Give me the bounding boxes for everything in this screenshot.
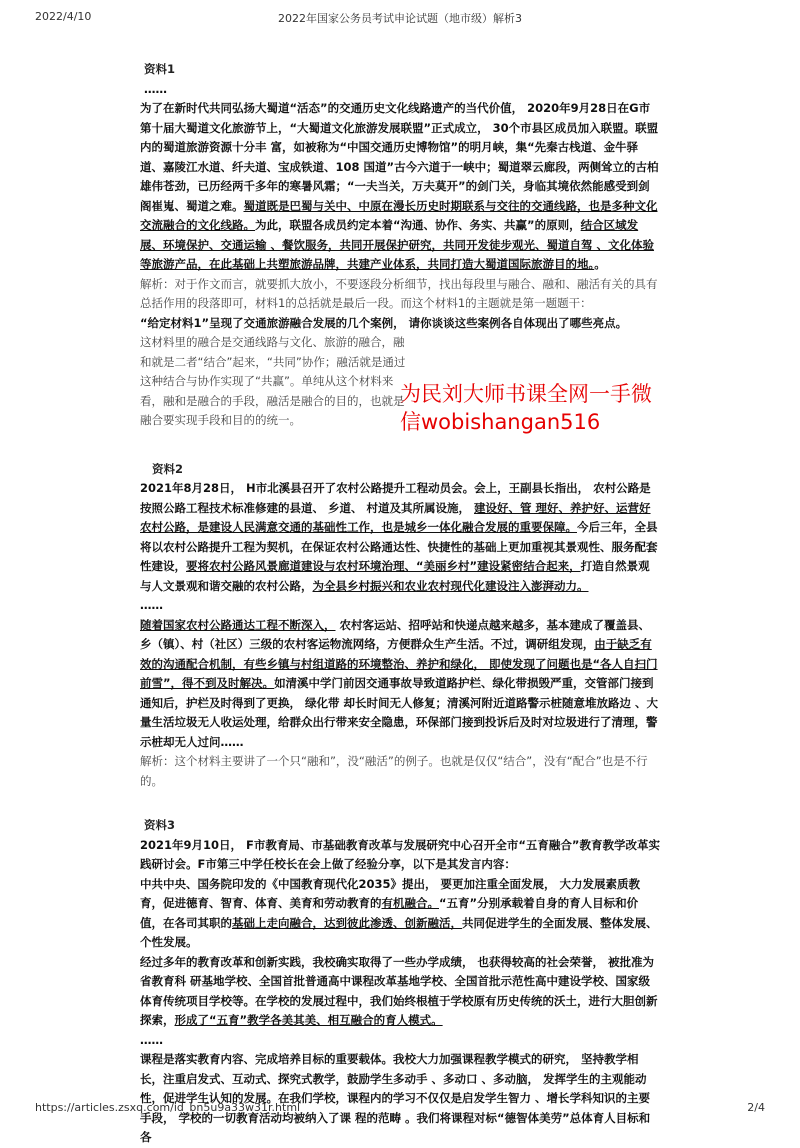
material3-ellipsis: …… [140, 1032, 163, 1047]
material2-seg: 建设好、管 理好、养护好、运营好农村公路，是建设人民满意交通的基础性工作，也是城乡一体化融合发展的重要保障。 [140, 500, 651, 534]
material2-paragraph-2 [140, 616, 660, 753]
document-title: 2022年国家公务员考试申论试题（地市级）解析3 [278, 12, 522, 25]
page-number: 2/4 [747, 1101, 765, 1114]
material1-seg: 蜀道既是巴蜀与关中、中原在漫长历史时期联系与交往的交通线路，也是多种文化交流融合的文化线路。 [140, 198, 658, 232]
material1-ellipsis: …… [144, 81, 167, 96]
material2-seg: 农村客运站、招呼站和快递点越来越多，基本建成了覆盖县、乡（镇）、村（社区）三级的农村客运物流网络，方便群众生产生活。不过，调研组发现， [140, 617, 651, 651]
material3-seg: 经过多年的教育改革和创新实践，我校确实取得了一些办学成绩， 也获得较高的社会荣誉， 被批准为省教育科 研基地学校、全国首批普通高中课程改革基地学校、全国首批示范性高中建设学校、国家级体育传统项目学校等。在学校的发展过程中，我们始终根植于学校原有历史传统的沃土，进行大胆创新探索， [140, 954, 658, 1027]
material2-seg: 如清溪中学门前因交通事故导致道路护栏、绿化带损毁严重，交管部门接到通知后，护栏及时得到了更换， 绿化带 却长时间无人修复；清溪河附近道路警示桩随意堆放路边 、大量生活垃圾无人收运处理，给群众出行带来安全隐患，环保部门接到投诉后及时对垃圾进行了清理，警示桩却无人过问…… [140, 676, 659, 749]
material1-seg: 为了在新时代共同弘扬大蜀道“活态”的交通历史文化线路遗产的当代价值， 2020年9月28日在G市第十届大蜀道文化旅游节上，“大蜀道文化旅游发展联盟”正式成立， 30个市县区成员加入联盟。联盟内的蜀道旅游资源十分丰 富，如被称为“中国交通历史博物馆”的明月峡，集“先秦古栈道、金牛驿道、嘉陵江水道、纤夫道、宝成铁道、108 国道”古今六道于一峡中；蜀道翠云廊段，两侧耸立的古柏雄伟苍劲，已历经两千多年的寒暑风霜；“一夫当关，万夫莫开”的剑门关，身临其境依然能感受到剑阁崔嵬、蜀道之难。 [140, 101, 659, 213]
material2-seg: 今后三年，全县将以农村公路提升工程为契机，在保证农村公路通达性、快捷性的基础上更加重视其景观性、服务配套 性建设， [140, 520, 658, 573]
material2-seg: 要将农村公路风景廊道建设与农村环境治理、“美丽乡村”建设紧密结合起来， [186, 559, 581, 573]
material2-analysis: 解析：这个材料主要讲了一个只“融和”，没“融活”的例子。也就是仅仅“结合”，没有“配合”也是不行的。 [140, 754, 648, 788]
source-url[interactable]: https://articles.zsxq.com/id_bn5u9a33w31r.html [35, 1101, 301, 1114]
material2-seg: 为全县乡村振兴和农业农村现代化建设注入澎湃动力。 [312, 578, 589, 593]
material2-seg: 打造自然景观与人文景观和谐交融的农村公路， [140, 559, 650, 593]
print-date: 2022/4/10 [35, 10, 92, 23]
material2-seg: 由于缺乏有效的沟通配合机制，有些乡镇与村组道路的环境整治、养护和绿化， 即使发现了问题也是“各人自扫门前雪”，得不到及时解决。 [140, 637, 658, 690]
red-watermark-text [400, 380, 680, 436]
material2-seg: 随着国家农村公路通达工程不断深入， [140, 617, 336, 632]
material3-title: 资料3 [144, 818, 176, 832]
material1-question: “给定材料1”呈现了交通旅游融合发展的几个案例， 请你谈谈这些案例各自体现出了哪些亮点。 [140, 315, 628, 330]
material3-paragraph-1: 2021年9月10日， F市教育局、市基础教育改革与发展研究中心召开全市“五育融合”教育教学改革实践研讨会。F市第三中学任校长在会上做了经验分享，以下是其发言内容： [140, 837, 660, 871]
material3-paragraph-3 [140, 953, 660, 1031]
watermark-line-2: 信wobishangan516 [400, 410, 601, 434]
material2-paragraph-1 [140, 479, 660, 596]
material3-seg: 有机融合。 [381, 896, 439, 910]
watermark-line-1: 为民刘大师书课全网一手微 [400, 382, 652, 406]
material1-seg: 结合区域发展、环境保护、交通运输 、餐饮服务，共同开展保护研究，共同开发徒步观光、蜀道自驾 、文化体验等旅游产品，在此基础上共塑旅游品牌，共建产业体系，共同打造大蜀道国际旅游目的地。 [140, 218, 655, 271]
article-content [140, 60, 660, 1148]
material3-paragraph-4: 课程是落实教育内容、完成培养目标的重要载体。我校大力加强课程教学模式的研究， 坚持教学相长，注重启发式、互动式、探究式教学，鼓励学生多动手 、多动口 、多动脑， 发挥学生的主观能动性，促进学生认知的发展。在我们学校，课程内的学习不仅仅是启发学生智力 、增长学科知识的主要手段， 学校的一切教育活动均被纳入了课 程的范畴 。我们将课程对标“德智体美劳”总体育人目标和各 [140, 1052, 651, 1144]
material1-analysis-2: 这材料里的融合是交通线路与文化、旅游的融合，融和就是二者“结合”起来，“共同”协作；融活就是通过这种结合与协作实现了“共赢”。单纯从这个材料来看，融和是融合的手段，融活是融合的目的，也就是融合要实现手段和目的的统一。 [140, 335, 406, 427]
material1-seg: 。 [594, 257, 606, 271]
material3-paragraph-2 [140, 875, 660, 953]
material1-title: 资料1 [144, 62, 176, 76]
material2-ellipsis: …… [140, 598, 163, 612]
material1-seg: 为此，联盟各成员约定本着“沟通、协作、务实、共赢”的原则， [255, 218, 581, 232]
material3-seg: 中共中央、国务院印发的《中国教育现代化2035》提出， 要更加注重全面发展， 大力发展素质教育，促进德育、智育、体育、美育和劳动教育的 [140, 876, 641, 910]
material1-analysis: 解析：对于作文而言，就要抓大放小，不要逐段分析细节，找出每段里与融合、融和、融活有关的具有总括作用的段落即可，材料1的总括就是最后一段。而这个材料1的主题就是第一题题干： [140, 276, 658, 310]
material3-seg: 形成了“五育”教学各美其美、相互融合的育人模式。 [174, 1013, 443, 1027]
material2-seg: 2021年8月28日， H市北溪县召开了农村公路提升工程动员会。会上，王副县长指出， 农村公路是按照公路工程技术标准修建的县道、 乡道、 村道及其所属设施， [140, 481, 651, 515]
material3-seg: 基础上走向融合，达到彼此渗透、创新融活， [232, 915, 462, 930]
page-footer [0, 1101, 800, 1121]
material1-paragraph [140, 99, 660, 275]
material2-title: 资料2 [152, 461, 184, 476]
material3-seg: 共同促进学生的全面发展、整体发展、个性发展。 [140, 915, 658, 949]
page-header [0, 10, 800, 30]
material3-seg: “五育”分别承载着自身的育人目标和价值，在各司其职的 [140, 896, 639, 930]
